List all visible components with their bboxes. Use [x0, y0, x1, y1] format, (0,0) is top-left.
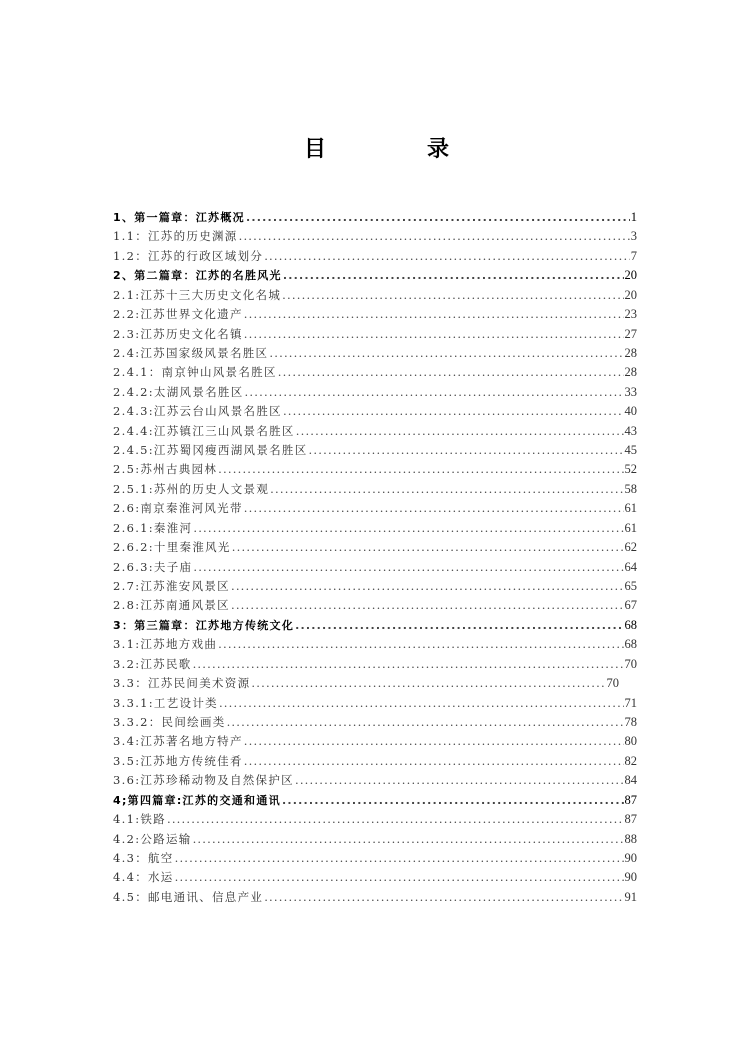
toc-entry-page: 40	[624, 404, 637, 419]
dot-leader	[193, 830, 624, 849]
toc-entry[interactable]	[113, 674, 619, 693]
dot-leader	[239, 227, 630, 246]
toc-entry-label: 4.4：水运	[113, 870, 174, 885]
toc-entry-page: 52	[624, 462, 637, 477]
toc-entry-label: 4.2:公路运输	[113, 831, 192, 846]
toc-entry[interactable]	[113, 868, 637, 887]
toc-entry-page: 20	[624, 287, 637, 302]
toc-entry-page: 1	[630, 210, 637, 224]
dot-leader	[269, 344, 623, 363]
toc-entry-page: 68	[624, 637, 637, 652]
toc-entry[interactable]	[113, 830, 637, 849]
toc-entry-page: 20	[624, 268, 637, 283]
toc-entry[interactable]	[113, 227, 637, 246]
toc-entry-page: 3	[630, 229, 637, 244]
toc-entry-page: 87	[624, 812, 637, 827]
toc-entry[interactable]	[113, 208, 637, 227]
dot-leader	[218, 635, 623, 654]
toc-entry-label: 2.7:江苏淮安风景区	[113, 579, 230, 594]
toc-entry-page: 45	[624, 443, 637, 458]
toc-entry-page: 70	[624, 656, 637, 671]
toc-entry-page: 28	[624, 345, 637, 360]
toc-entry[interactable]	[113, 616, 637, 635]
toc-entry[interactable]	[113, 305, 637, 324]
toc-entry[interactable]	[113, 655, 637, 674]
dot-leader	[251, 674, 605, 693]
toc-entry-page: 91	[624, 889, 637, 904]
dot-leader	[218, 460, 623, 479]
toc-entry-label: 1.1：江苏的历史渊源	[113, 229, 238, 244]
toc-entry-page: 68	[624, 617, 637, 632]
toc-entry-page: 58	[624, 481, 637, 496]
toc-entry-label: 4.1:铁路	[113, 812, 166, 827]
toc-entry-label: 2.4.1：南京钟山风景名胜区	[113, 365, 277, 380]
toc-entry-page: 82	[624, 753, 637, 768]
dot-leader	[278, 363, 624, 382]
toc-entry-label: 2、第二篇章：江苏的名胜风光	[113, 269, 282, 283]
dot-leader	[296, 422, 624, 441]
table-of-contents	[113, 208, 637, 907]
toc-entry-page: 84	[624, 773, 637, 788]
dot-leader	[282, 286, 623, 305]
toc-entry[interactable]	[113, 791, 637, 810]
toc-entry[interactable]	[113, 363, 637, 382]
toc-entry[interactable]	[113, 558, 637, 577]
dot-leader	[193, 655, 624, 674]
toc-entry-label: 3.4:江苏著名地方特产	[113, 734, 243, 749]
toc-entry-label: 2.5.1:苏州的历史人文景观	[113, 481, 270, 496]
title-char-2: 录	[427, 137, 450, 162]
toc-entry-page: 43	[624, 423, 637, 438]
toc-entry-page: 90	[624, 870, 637, 885]
toc-entry[interactable]	[113, 713, 637, 732]
dot-leader	[283, 402, 624, 421]
dot-leader	[283, 266, 624, 285]
toc-entry-label: 3：第三篇章：江苏地方传统文化	[113, 618, 295, 632]
toc-entry[interactable]	[113, 752, 637, 771]
toc-entry-page: 90	[624, 850, 637, 865]
toc-entry-label: 2.6.3:夫子庙	[113, 559, 193, 574]
dot-leader	[309, 441, 624, 460]
toc-entry-label: 3.3.1:工艺设计类	[113, 695, 218, 710]
toc-entry[interactable]	[113, 810, 637, 829]
toc-entry-label: 2.4.4:江苏镇江三山风景名胜区	[113, 423, 295, 438]
toc-entry-page: 67	[624, 598, 637, 613]
dot-leader	[244, 752, 624, 771]
toc-entry-label: 2.6:南京秦淮河风光带	[113, 501, 243, 516]
toc-entry-page: 64	[624, 559, 637, 574]
toc-entry-page: 27	[624, 326, 637, 341]
dot-leader	[219, 694, 624, 713]
toc-entry-label: 2.6.2:十里秦淮风光	[113, 540, 231, 555]
toc-entry-label: 3.3.2：民间绘画类	[113, 714, 226, 729]
dot-leader	[231, 577, 624, 596]
toc-entry[interactable]	[113, 247, 637, 266]
dot-leader	[175, 868, 624, 887]
toc-entry[interactable]	[113, 596, 637, 615]
toc-entry-page: 70	[606, 676, 619, 691]
toc-entry[interactable]	[113, 771, 637, 790]
toc-entry-label: 2.4.2:太湖风景名胜区	[113, 384, 244, 399]
toc-entry-label: 2.5:苏州古典园林	[113, 462, 218, 477]
toc-entry[interactable]	[113, 402, 637, 421]
toc-entry-page: 33	[624, 384, 637, 399]
toc-entry-label: 1、第一篇章：江苏概况	[113, 211, 245, 224]
toc-entry[interactable]	[113, 266, 637, 285]
toc-entry-label: 3.5:江苏地方传统佳肴	[113, 753, 243, 768]
toc-entry-page: 71	[624, 695, 637, 710]
toc-entry[interactable]	[113, 480, 637, 499]
toc-entry[interactable]	[113, 888, 637, 907]
toc-entry-label: 4.3：航空	[113, 850, 174, 865]
toc-entry[interactable]	[113, 635, 637, 654]
toc-entry-page: 80	[624, 734, 637, 749]
dot-leader	[295, 616, 623, 635]
toc-entry[interactable]	[113, 460, 637, 479]
toc-entry-page: 61	[624, 520, 637, 535]
toc-entry-label: 3.3：江苏民间美术资源	[113, 676, 251, 691]
toc-entry[interactable]	[113, 441, 637, 460]
toc-entry[interactable]	[113, 519, 637, 538]
toc-entry[interactable]	[113, 849, 637, 868]
toc-entry-label: 3.1:江苏地方戏曲	[113, 637, 218, 652]
toc-entry-label: 3.6:江苏珍稀动物及自然保护区	[113, 773, 294, 788]
toc-entry-label: 2.8:江苏南通风景区	[113, 598, 230, 613]
toc-entry[interactable]	[113, 383, 637, 402]
toc-entry[interactable]	[113, 577, 637, 596]
toc-entry-page: 65	[624, 579, 637, 594]
dot-leader	[244, 732, 624, 751]
toc-entry-label: 2.3:江苏历史文化名镇	[113, 326, 243, 341]
toc-entry[interactable]	[113, 422, 637, 441]
toc-entry-page: 88	[624, 831, 637, 846]
toc-entry[interactable]	[113, 499, 637, 518]
toc-entry-page: 87	[624, 792, 637, 807]
toc-entry-label: 2.6.1:秦淮河	[113, 520, 193, 535]
dot-leader	[193, 558, 623, 577]
dot-leader	[244, 325, 624, 344]
title-char-1: 目	[304, 137, 327, 162]
dot-leader	[227, 713, 624, 732]
dot-leader	[167, 810, 624, 829]
dot-leader	[193, 519, 623, 538]
toc-entry-label: 4;第四篇章:江苏的交通和通讯	[113, 793, 281, 807]
dot-leader	[175, 849, 624, 868]
toc-entry-page: 62	[624, 540, 637, 555]
toc-entry-label: 3.2:江苏民歌	[113, 656, 192, 671]
toc-entry-page: 23	[624, 307, 637, 322]
toc-entry-label: 2.1:江苏十三大历史文化名城	[113, 287, 282, 302]
toc-entry-page: 28	[624, 365, 637, 380]
toc-title	[300, 132, 450, 162]
toc-entry[interactable]	[113, 694, 637, 713]
dot-leader	[245, 383, 624, 402]
dot-leader	[244, 305, 624, 324]
toc-entry-page: 7	[630, 248, 637, 263]
toc-entry-page: 61	[624, 501, 637, 516]
dot-leader	[244, 499, 624, 518]
toc-entry-label: 2.4:江苏国家级风景名胜区	[113, 345, 269, 360]
dot-leader	[232, 538, 624, 557]
toc-entry-label: 2.2:江苏世界文化遗产	[113, 307, 243, 322]
dot-leader	[264, 888, 623, 907]
toc-entry[interactable]	[113, 732, 637, 751]
toc-entry-page: 78	[624, 714, 637, 729]
dot-leader	[270, 480, 623, 499]
dot-leader	[264, 247, 630, 266]
toc-entry-label: 1.2：江苏的行政区域划分	[113, 248, 264, 263]
toc-entry[interactable]	[113, 286, 637, 305]
toc-entry[interactable]	[113, 538, 637, 557]
toc-entry[interactable]	[113, 325, 637, 344]
toc-entry-label: 4.5：邮电通讯、信息产业	[113, 889, 264, 904]
toc-entry-label: 2.4.5:江苏蜀冈瘦西湖风景名胜区	[113, 443, 308, 458]
dot-leader	[282, 791, 624, 810]
dot-leader	[295, 771, 624, 790]
dot-leader	[231, 596, 624, 615]
toc-entry-label: 2.4.3:江苏云台山风景名胜区	[113, 404, 282, 419]
dot-leader	[246, 208, 630, 227]
toc-entry[interactable]	[113, 344, 637, 363]
